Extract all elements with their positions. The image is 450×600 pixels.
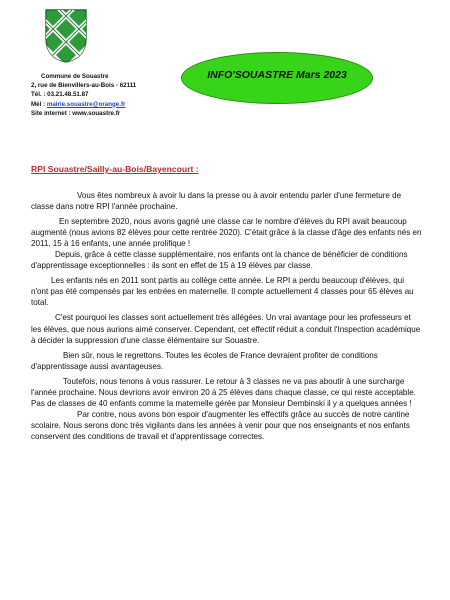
paragraph: Par contre, nous avons bon espoir d'augmenter les effectifs grâce au succès de notre cantine scolaire. Nous serons donc très vigilants dans les années à venir pour que nos enseignants et nos enfants conservent des conditions de travail et d'apprentissage correctes. xyxy=(31,409,410,441)
paragraph: Depuis, grâce à cette classe supplémentaire, nos enfants ont la chance de bénéficier de conditions d'apprentissage exceptionnelles : ils sont en effet de 15 à 19 élèves par classe. xyxy=(31,250,408,271)
newsletter-title-banner xyxy=(181,52,373,104)
paragraph: Toutefois, nous tenons à vous rassurer. Le retour à 3 classes ne va pas aboutir à une surcharge l'année prochaine. Nous devrions avoir environ 20 à 25 élèves dans chaque classe, ce qui reste acceptable. Pas de classes de 40 enfants comme la maternelle gérée par Monsieur Dembinski il y a quelques années ! xyxy=(31,376,416,408)
paragraph: Bien sûr, nous le regrettons. Toutes les écoles de France devraient profiter de conditions d'apprentissage aussi avantageuses. xyxy=(31,350,378,371)
commune-name: Commune de Souastre xyxy=(41,73,109,80)
newsletter-title: INFO'SOUASTRE Mars 2023 xyxy=(207,69,347,81)
commune-contact-block xyxy=(31,72,181,118)
mail-link[interactable]: mairie.souastre@orange.fr xyxy=(46,100,126,108)
paragraph: En septembre 2020, nous avons gagné une classe car le nombre d'élèves du RPI avait beaucoup augmenté (nous avions 82 élèves pour cette rentrée 2020). C'était grâce à la classe d'âge des enfants nés en 2011, 15 à 16 enfants, une année prolifique ! xyxy=(31,217,422,249)
commune-mail-line xyxy=(31,100,181,109)
section-heading: RPI Souastre/Sailly-au-Bois/Bayencourt : xyxy=(31,164,199,174)
article-body xyxy=(31,190,423,442)
paragraph: Les enfants nés en 2011 sont partis au collège cette année. Le RPI a perdu beaucoup d'élèves, qui n'ont pas été compensés par les entrées en maternelle. Il compte actuellement 4 classes pour 65 élèves au total. xyxy=(31,276,414,308)
paragraph: C'est pourquoi les classes sont actuellement très allégées. Un vrai avantage pour les professeurs et les élèves, que nous aurions aimé conserver. Cependant, cet effectif réduit a conduit l'Inspection académique à décider la suppression d'une classe élémentaire sur Souastre. xyxy=(31,313,421,345)
commune-address: 2, rue de Bienvillers-au-Bois - 62111 xyxy=(31,82,137,90)
commune-website: Site internet : www.souastre.fr xyxy=(31,109,121,117)
coat-of-arms-icon xyxy=(44,8,88,64)
paragraph: Vous êtes nombreux à avoir lu dans la presse ou à avoir entendu parler d'une fermeture de classe dans notre RPI l'année prochaine. xyxy=(31,191,402,212)
commune-phone: Tél. : 03.21.48.51.87 xyxy=(31,91,89,99)
mail-label: Mél : xyxy=(31,100,46,108)
